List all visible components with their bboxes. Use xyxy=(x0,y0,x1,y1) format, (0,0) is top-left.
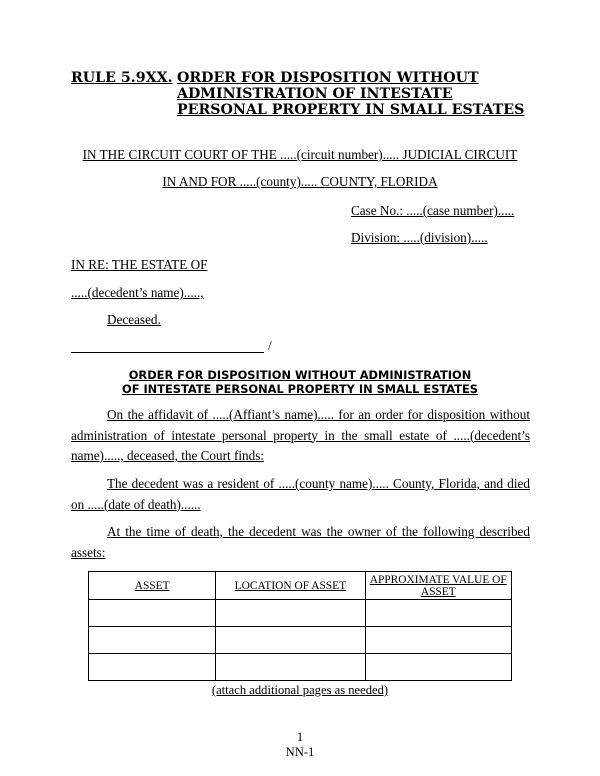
order-title-line-1: ORDER FOR DISPOSITION WITHOUT ADMINISTRATION xyxy=(128,368,472,382)
paragraph-affidavit-text: On the affidavit of .....(Affiant’s name)..... for an order for disposition without administration of intestate personal property in the small estate of .....(decedent’s name)....., deceased, the Court finds: xyxy=(71,407,530,463)
paragraph-assets-text: At the time of death, the decedent was the owner of the following described assets: xyxy=(71,524,530,560)
court-caption-line-2: IN AND FOR .....(county)..... COUNTY, FLORIDA xyxy=(162,174,438,189)
attach-note: (attach additional pages as needed) xyxy=(211,683,389,697)
location-cell[interactable] xyxy=(216,600,365,627)
location-cell[interactable] xyxy=(216,654,365,681)
caption-rule-line xyxy=(71,352,264,353)
deceased-label xyxy=(71,312,161,328)
assets-table xyxy=(88,571,512,681)
paragraph-residence-text: The decedent was a resident of .....(county name)..... County, Florida, and died on .....(date of death)...... xyxy=(71,476,530,512)
value-cell[interactable] xyxy=(365,654,512,681)
in-re-estate: IN RE: THE ESTATE OF xyxy=(71,257,208,272)
header-approximate-value: APPROXIMATE VALUE OF ASSET xyxy=(365,572,512,600)
table-row xyxy=(89,627,512,654)
caption-slash: / xyxy=(268,338,272,353)
deceased-text: Deceased. xyxy=(107,312,161,327)
location-cell[interactable] xyxy=(216,627,365,654)
court-caption-line-1: IN THE CIRCUIT COURT OF THE .....(circuit number)..... JUDICIAL CIRCUIT xyxy=(82,147,518,162)
asset-cell[interactable] xyxy=(89,654,216,681)
table-row xyxy=(89,654,512,681)
table-row xyxy=(89,600,512,627)
order-title-line-2: OF INTESTATE PERSONAL PROPERTY IN SMALL ESTATES xyxy=(122,382,478,396)
assets-table-header-row xyxy=(89,572,512,600)
order-title xyxy=(0,368,600,396)
asset-cell[interactable] xyxy=(89,600,216,627)
decedent-name: .....(decedent’s name)....., xyxy=(71,285,204,300)
rule-number: RULE 5.9XX. xyxy=(71,70,173,86)
value-cell[interactable] xyxy=(365,600,512,627)
case-number: Case No.: .....(case number)..... xyxy=(351,203,515,218)
form-id: NN-1 xyxy=(285,745,315,759)
page-number: 1 xyxy=(296,730,304,744)
paragraph-affidavit xyxy=(71,405,530,467)
division: Division: .....(division)..... xyxy=(351,230,488,245)
paragraph-residence xyxy=(71,474,530,515)
asset-cell[interactable] xyxy=(89,627,216,654)
header-location: LOCATION OF ASSET xyxy=(216,572,365,600)
paragraph-assets xyxy=(71,522,530,563)
header-asset: ASSET xyxy=(89,572,216,600)
rule-title: ORDER FOR DISPOSITION WITHOUT ADMINISTRATION OF INTESTATE PERSONAL PROPERTY IN SMALL ESTATES xyxy=(177,70,525,118)
value-cell[interactable] xyxy=(365,627,512,654)
